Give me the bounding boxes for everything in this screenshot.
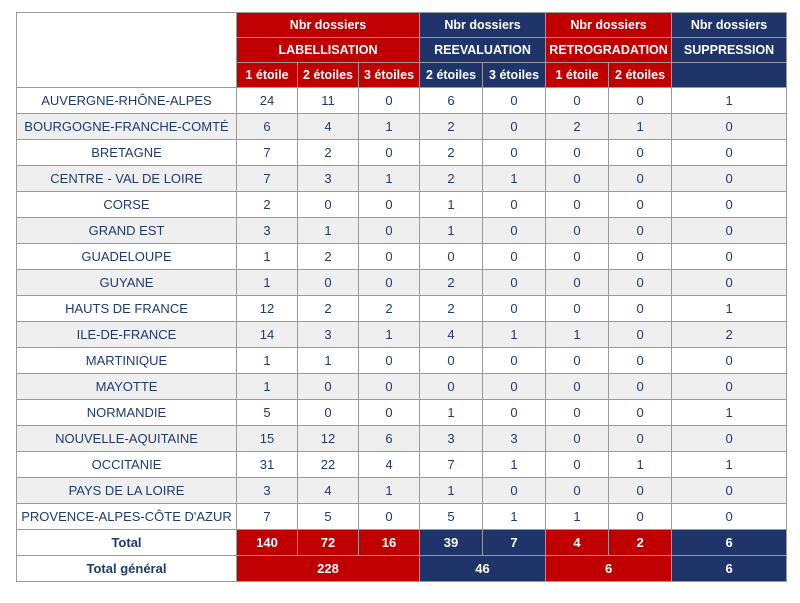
cell-value: 1 xyxy=(420,400,483,426)
cell-value: 0 xyxy=(359,374,420,400)
cell-value: 1 xyxy=(672,452,787,478)
table-row xyxy=(17,192,787,218)
cell-value: 0 xyxy=(483,400,546,426)
cell-value: 0 xyxy=(359,270,420,296)
cell-value: 1 xyxy=(359,478,420,504)
table-row xyxy=(17,140,787,166)
region-name: ILE-DE-FRANCE xyxy=(17,322,237,348)
grand-total-label: Total général xyxy=(17,556,237,582)
cell-value: 6 xyxy=(237,114,298,140)
cell-value: 0 xyxy=(483,244,546,270)
cell-value: 0 xyxy=(359,504,420,530)
table-row xyxy=(17,218,787,244)
cell-value: 1 xyxy=(420,478,483,504)
total-value: 4 xyxy=(546,530,609,556)
cell-value: 0 xyxy=(420,348,483,374)
cell-value: 3 xyxy=(420,426,483,452)
group-retrogradation: RETROGRADATION xyxy=(546,38,672,63)
cell-value: 0 xyxy=(359,218,420,244)
cell-value: 1 xyxy=(237,374,298,400)
group-top-reevaluation: Nbr dossiers xyxy=(420,13,546,38)
region-name: GRAND EST xyxy=(17,218,237,244)
cell-value: 5 xyxy=(420,504,483,530)
cell-value: 0 xyxy=(359,192,420,218)
region-name: MAYOTTE xyxy=(17,374,237,400)
cell-value: 3 xyxy=(237,218,298,244)
cell-value: 0 xyxy=(359,400,420,426)
cell-value: 0 xyxy=(420,244,483,270)
cell-value: 0 xyxy=(546,192,609,218)
cell-value: 0 xyxy=(609,400,672,426)
cell-value: 0 xyxy=(609,166,672,192)
cell-value: 0 xyxy=(546,296,609,322)
cell-value: 0 xyxy=(483,88,546,114)
cell-value: 31 xyxy=(237,452,298,478)
cell-value: 0 xyxy=(609,88,672,114)
cell-value: 0 xyxy=(298,192,359,218)
group-labellisation: LABELLISATION xyxy=(237,38,420,63)
cell-value: 0 xyxy=(609,296,672,322)
cell-value: 1 xyxy=(609,452,672,478)
cell-value: 0 xyxy=(483,296,546,322)
region-name: HAUTS DE FRANCE xyxy=(17,296,237,322)
cell-value: 1 xyxy=(359,166,420,192)
cell-value: 0 xyxy=(609,348,672,374)
cell-value: 1 xyxy=(237,348,298,374)
sub-header: 2 étoiles xyxy=(298,63,359,88)
sub-header: 1 étoile xyxy=(546,63,609,88)
cell-value: 0 xyxy=(483,374,546,400)
cell-value: 1 xyxy=(420,192,483,218)
cell-value: 0 xyxy=(609,140,672,166)
group-top-retrogradation: Nbr dossiers xyxy=(546,13,672,38)
cell-value: 0 xyxy=(546,478,609,504)
cell-value: 0 xyxy=(672,114,787,140)
total-value: 39 xyxy=(420,530,483,556)
cell-value: 1 xyxy=(359,114,420,140)
cell-value: 4 xyxy=(298,478,359,504)
table-body xyxy=(17,88,787,530)
region-name: PROVENCE-ALPES-CÔTE D'AZUR xyxy=(17,504,237,530)
cell-value: 0 xyxy=(483,140,546,166)
cell-value: 1 xyxy=(609,114,672,140)
cell-value: 0 xyxy=(672,270,787,296)
region-name: BOURGOGNE-FRANCHE-COMTÉ xyxy=(17,114,237,140)
region-name: MARTINIQUE xyxy=(17,348,237,374)
region-name: AUVERGNE-RHÔNE-ALPES xyxy=(17,88,237,114)
region-name: OCCITANIE xyxy=(17,452,237,478)
region-name: GUADELOUPE xyxy=(17,244,237,270)
region-name: GUYANE xyxy=(17,270,237,296)
cell-value: 6 xyxy=(359,426,420,452)
cell-value: 3 xyxy=(298,166,359,192)
cell-value: 1 xyxy=(298,348,359,374)
cell-value: 2 xyxy=(420,140,483,166)
cell-value: 1 xyxy=(420,218,483,244)
sub-header-suppression-blank xyxy=(672,63,787,88)
region-name: NOUVELLE-AQUITAINE xyxy=(17,426,237,452)
cell-value: 3 xyxy=(483,426,546,452)
cell-value: 1 xyxy=(672,296,787,322)
cell-value: 7 xyxy=(237,140,298,166)
grand-total-suppression: 6 xyxy=(672,556,787,582)
table-row xyxy=(17,114,787,140)
table-row xyxy=(17,504,787,530)
cell-value: 22 xyxy=(298,452,359,478)
cell-value: 11 xyxy=(298,88,359,114)
cell-value: 0 xyxy=(609,426,672,452)
cell-value: 0 xyxy=(359,88,420,114)
table-row xyxy=(17,452,787,478)
cell-value: 2 xyxy=(237,192,298,218)
cell-value: 12 xyxy=(298,426,359,452)
cell-value: 0 xyxy=(546,218,609,244)
table-row xyxy=(17,296,787,322)
cell-value: 15 xyxy=(237,426,298,452)
group-suppression: SUPPRESSION xyxy=(672,38,787,63)
sub-header: 2 étoiles xyxy=(609,63,672,88)
cell-value: 5 xyxy=(237,400,298,426)
cell-value: 0 xyxy=(672,218,787,244)
cell-value: 0 xyxy=(672,192,787,218)
cell-value: 0 xyxy=(546,426,609,452)
cell-value: 7 xyxy=(237,504,298,530)
cell-value: 2 xyxy=(420,114,483,140)
cell-value: 2 xyxy=(298,296,359,322)
total-label: Total xyxy=(17,530,237,556)
cell-value: 0 xyxy=(298,270,359,296)
grand-total-labellisation: 228 xyxy=(237,556,420,582)
cell-value: 0 xyxy=(298,400,359,426)
cell-value: 2 xyxy=(546,114,609,140)
dossiers-table xyxy=(16,12,787,582)
cell-value: 1 xyxy=(483,322,546,348)
sub-header: 2 étoiles xyxy=(420,63,483,88)
total-value: 7 xyxy=(483,530,546,556)
cell-value: 0 xyxy=(672,504,787,530)
cell-value: 0 xyxy=(672,140,787,166)
cell-value: 0 xyxy=(609,192,672,218)
table-row xyxy=(17,348,787,374)
cell-value: 5 xyxy=(298,504,359,530)
table-row xyxy=(17,478,787,504)
cell-value: 1 xyxy=(672,400,787,426)
cell-value: 0 xyxy=(672,166,787,192)
table-row xyxy=(17,244,787,270)
grand-total-row xyxy=(17,556,787,582)
cell-value: 0 xyxy=(672,478,787,504)
group-reevaluation: REEVALUATION xyxy=(420,38,546,63)
region-name: NORMANDIE xyxy=(17,400,237,426)
cell-value: 0 xyxy=(359,244,420,270)
cell-value: 0 xyxy=(609,322,672,348)
cell-value: 0 xyxy=(546,166,609,192)
cell-value: 0 xyxy=(546,374,609,400)
table-row xyxy=(17,426,787,452)
cell-value: 1 xyxy=(237,270,298,296)
cell-value: 0 xyxy=(546,88,609,114)
cell-value: 0 xyxy=(672,348,787,374)
cell-value: 2 xyxy=(359,296,420,322)
corner-cell xyxy=(17,13,237,88)
cell-value: 14 xyxy=(237,322,298,348)
cell-value: 2 xyxy=(298,244,359,270)
region-name: CORSE xyxy=(17,192,237,218)
header-row-top xyxy=(17,13,787,38)
sub-header: 1 étoile xyxy=(237,63,298,88)
sub-header: 3 étoiles xyxy=(359,63,420,88)
cell-value: 0 xyxy=(672,244,787,270)
cell-value: 0 xyxy=(546,270,609,296)
cell-value: 0 xyxy=(609,504,672,530)
cell-value: 6 xyxy=(420,88,483,114)
region-name: PAYS DE LA LOIRE xyxy=(17,478,237,504)
grand-total-retrogradation: 6 xyxy=(546,556,672,582)
total-value: 6 xyxy=(672,530,787,556)
total-value: 16 xyxy=(359,530,420,556)
cell-value: 1 xyxy=(483,166,546,192)
sub-header: 3 étoiles xyxy=(483,63,546,88)
cell-value: 2 xyxy=(298,140,359,166)
cell-value: 0 xyxy=(609,478,672,504)
cell-value: 0 xyxy=(546,348,609,374)
cell-value: 1 xyxy=(298,218,359,244)
cell-value: 1 xyxy=(237,244,298,270)
cell-value: 0 xyxy=(609,374,672,400)
cell-value: 3 xyxy=(237,478,298,504)
cell-value: 0 xyxy=(483,192,546,218)
cell-value: 0 xyxy=(483,270,546,296)
cell-value: 3 xyxy=(298,322,359,348)
cell-value: 0 xyxy=(483,478,546,504)
table-row xyxy=(17,374,787,400)
region-name: BRETAGNE xyxy=(17,140,237,166)
table-row xyxy=(17,400,787,426)
total-value: 2 xyxy=(609,530,672,556)
cell-value: 2 xyxy=(420,270,483,296)
cell-value: 7 xyxy=(420,452,483,478)
cell-value: 2 xyxy=(672,322,787,348)
cell-value: 0 xyxy=(609,218,672,244)
cell-value: 4 xyxy=(420,322,483,348)
cell-value: 2 xyxy=(420,296,483,322)
cell-value: 0 xyxy=(546,140,609,166)
cell-value: 0 xyxy=(546,400,609,426)
cell-value: 0 xyxy=(420,374,483,400)
table-row xyxy=(17,88,787,114)
cell-value: 1 xyxy=(359,322,420,348)
cell-value: 0 xyxy=(483,114,546,140)
cell-value: 1 xyxy=(546,504,609,530)
table-row xyxy=(17,322,787,348)
group-top-suppression: Nbr dossiers xyxy=(672,13,787,38)
table-row xyxy=(17,166,787,192)
region-name: CENTRE - VAL DE LOIRE xyxy=(17,166,237,192)
cell-value: 1 xyxy=(672,88,787,114)
cell-value: 0 xyxy=(672,374,787,400)
grand-total-reevaluation: 46 xyxy=(420,556,546,582)
group-top-labellisation: Nbr dossiers xyxy=(237,13,420,38)
cell-value: 0 xyxy=(483,348,546,374)
cell-value: 0 xyxy=(298,374,359,400)
cell-value: 0 xyxy=(546,244,609,270)
cell-value: 0 xyxy=(609,244,672,270)
cell-value: 0 xyxy=(672,426,787,452)
cell-value: 0 xyxy=(483,218,546,244)
total-value: 140 xyxy=(237,530,298,556)
cell-value: 4 xyxy=(359,452,420,478)
table-row xyxy=(17,270,787,296)
cell-value: 4 xyxy=(298,114,359,140)
cell-value: 1 xyxy=(483,504,546,530)
cell-value: 7 xyxy=(237,166,298,192)
cell-value: 2 xyxy=(420,166,483,192)
cell-value: 0 xyxy=(546,452,609,478)
cell-value: 0 xyxy=(359,140,420,166)
cell-value: 0 xyxy=(609,270,672,296)
cell-value: 1 xyxy=(546,322,609,348)
total-row xyxy=(17,530,787,556)
cell-value: 24 xyxy=(237,88,298,114)
total-value: 72 xyxy=(298,530,359,556)
cell-value: 12 xyxy=(237,296,298,322)
cell-value: 1 xyxy=(483,452,546,478)
cell-value: 0 xyxy=(359,348,420,374)
